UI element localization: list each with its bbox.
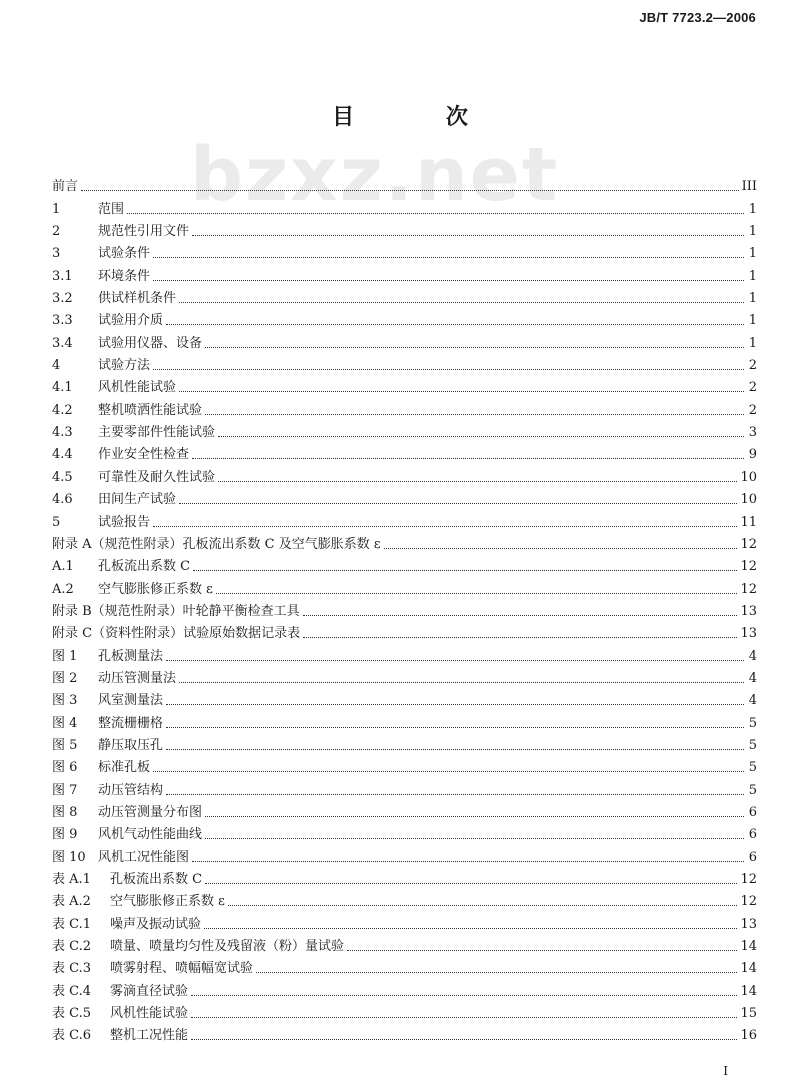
toc-entry-number: 表 C.5	[52, 1006, 92, 1022]
toc-entry-page: 13	[740, 916, 757, 932]
toc-entry-page: 1	[748, 246, 757, 262]
toc-entry	[52, 753, 757, 775]
toc-leader-dots	[191, 1016, 737, 1018]
toc-entry-page: 3	[748, 425, 757, 441]
toc-entry-number: 3.1	[52, 268, 73, 284]
toc-entry-title: 作业安全性检查	[98, 447, 190, 463]
toc-entry-title: 空气膨胀修正系数 ε	[110, 894, 225, 910]
toc-entry	[52, 999, 757, 1021]
toc-entry-number: A.2	[52, 581, 74, 597]
toc-entry-number: 表 C.3	[52, 961, 92, 977]
toc-leader-dots	[192, 860, 744, 862]
toc-entry-page: 11	[740, 514, 757, 530]
toc-entry-page: 2	[748, 358, 757, 374]
toc-entry	[52, 395, 757, 417]
toc-entry-number: 2	[52, 224, 61, 240]
toc-entry-number: 图 8	[52, 804, 78, 820]
toc-leader-dots	[193, 569, 737, 571]
toc-leader-dots	[81, 189, 739, 191]
toc-entry-number: 表 C.4	[52, 983, 92, 999]
toc-entry-number: 表 A.2	[52, 894, 91, 910]
toc-leader-dots	[192, 457, 744, 459]
toc-leader-dots	[192, 234, 744, 236]
toc-entry-number: 4.5	[52, 469, 73, 485]
toc-leader-dots	[166, 748, 744, 750]
toc-entry-page: 13	[740, 626, 757, 642]
toc-leader-dots	[191, 1038, 737, 1040]
toc-entry-title: 试验条件	[98, 246, 151, 262]
toc-entry-number: 4.6	[52, 492, 73, 508]
toc-entry	[52, 194, 757, 216]
toc-entry	[52, 887, 757, 909]
toc-entry-page: 13	[740, 603, 757, 619]
toc-entry-page: 6	[748, 804, 757, 820]
toc-entry-page: 1	[748, 335, 757, 351]
toc-entry	[52, 664, 757, 686]
toc-entry	[52, 462, 757, 484]
toc-entry-title: 附录 C（资料性附录）试验原始数据记录表	[52, 626, 301, 642]
toc-entry-page: 1	[748, 291, 757, 307]
toc-entry-title: 前言	[52, 179, 79, 195]
toc-entry	[52, 172, 757, 194]
toc-entry	[52, 641, 757, 663]
toc-entry-title: 动压管结构	[98, 782, 164, 798]
toc-leader-dots	[218, 435, 744, 437]
toc-leader-dots	[347, 949, 737, 951]
toc-entry-number: 图 4	[52, 715, 78, 731]
toc-entry	[52, 351, 757, 373]
toc-leader-dots	[153, 279, 744, 281]
toc-entry	[52, 574, 757, 596]
toc-leader-dots	[205, 837, 744, 839]
toc-entry	[52, 552, 757, 574]
toc-entry-page: 5	[748, 737, 757, 753]
toc-entry-number: 图 10	[52, 849, 86, 865]
toc-entry-title: 供试样机条件	[98, 291, 177, 307]
toc-entry	[52, 820, 757, 842]
toc-entry-number: 图 2	[52, 670, 78, 686]
toc-entry-title: 可靠性及耐久性试验	[98, 469, 216, 485]
toc-leader-dots	[205, 413, 744, 415]
toc-entry-title: 整机工况性能	[110, 1028, 189, 1044]
toc-entry-page: 14	[740, 961, 757, 977]
toc-leader-dots	[216, 592, 738, 594]
toc-entry-page: 4	[748, 670, 757, 686]
toc-entry-title: 风机性能试验	[98, 380, 177, 396]
toc-entry-title: 试验用介质	[98, 313, 164, 329]
toc-entry-page: 12	[740, 536, 757, 552]
page-title: 目 次	[332, 105, 510, 130]
toc-entry-page: 5	[748, 760, 757, 776]
toc-leader-dots	[384, 547, 738, 549]
toc-entry-number: 3	[52, 246, 61, 262]
toc-entry-number: 3.2	[52, 291, 73, 307]
toc-entry-number: 表 C.6	[52, 1028, 92, 1044]
table-of-contents	[52, 172, 757, 1043]
toc-entry-page: 1	[748, 224, 757, 240]
toc-leader-dots	[218, 480, 737, 482]
toc-leader-dots	[166, 726, 744, 728]
toc-leader-dots	[205, 882, 737, 884]
toc-entry-number: 4.1	[52, 380, 73, 396]
toc-entry-number: 图 7	[52, 782, 78, 798]
toc-entry	[52, 708, 757, 730]
toc-entry-number: 表 C.1	[52, 916, 92, 932]
toc-entry-number: 表 C.2	[52, 939, 92, 955]
toc-leader-dots	[153, 525, 737, 527]
toc-entry-page: 4	[748, 648, 757, 664]
toc-entry-page: 9	[748, 447, 757, 463]
toc-leader-dots	[191, 994, 737, 996]
watermark: bzxz.net	[190, 132, 560, 218]
toc-entry-page: 1	[748, 268, 757, 284]
toc-entry-title: 空气膨胀修正系数 ε	[98, 581, 213, 597]
toc-entry-title: 试验报告	[98, 514, 151, 530]
toc-leader-dots	[204, 927, 737, 929]
toc-entry-number: 4	[52, 358, 61, 374]
toc-leader-dots	[179, 502, 737, 504]
toc-leader-dots	[166, 703, 744, 705]
toc-entry-title: 孔板流出系数 C	[110, 872, 203, 887]
toc-leader-dots	[256, 971, 737, 973]
toc-entry	[52, 485, 757, 507]
toc-entry-title: 试验方法	[98, 358, 151, 374]
toc-entry-number: 图 6	[52, 760, 78, 776]
toc-entry-number: 3.3	[52, 313, 73, 329]
toc-entry-title: 动压管测量分布图	[98, 804, 203, 820]
toc-entry-title: 孔板流出系数 C	[98, 559, 191, 575]
toc-entry-title: 试验用仪器、设备	[98, 335, 203, 351]
toc-entry	[52, 932, 757, 954]
toc-leader-dots	[205, 346, 744, 348]
toc-entry	[52, 976, 757, 998]
toc-leader-dots	[179, 301, 744, 303]
toc-entry-page: 6	[748, 849, 757, 865]
toc-entry-title: 风室测量法	[98, 693, 164, 709]
toc-entry-page: 2	[748, 402, 757, 418]
toc-entry-title: 喷量、喷量均匀性及残留液（粉）量试验	[110, 939, 345, 955]
toc-entry-page: 14	[740, 983, 757, 999]
toc-entry-page: 15	[740, 1006, 757, 1022]
toc-entry-title: 噪声及振动试验	[110, 916, 202, 932]
toc-entry-title: 附录 B（规范性附录）叶轮静平衡检查工具	[52, 603, 300, 619]
toc-entry	[52, 597, 757, 619]
toc-entry-page: 14	[740, 939, 757, 955]
toc-leader-dots	[153, 368, 744, 370]
toc-leader-dots	[153, 770, 744, 772]
toc-entry	[52, 530, 757, 552]
toc-leader-dots	[166, 793, 744, 795]
toc-entry-title: 整流栅栅格	[98, 715, 164, 731]
toc-entry-number: 图 5	[52, 737, 78, 753]
toc-entry-title: 风机气动性能曲线	[98, 827, 203, 843]
toc-entry	[52, 686, 757, 708]
toc-leader-dots	[179, 681, 744, 683]
toc-entry-page: 10	[740, 492, 757, 508]
toc-entry-title: 孔板测量法	[98, 648, 164, 664]
toc-entry-title: 整机喷洒性能试验	[98, 402, 203, 418]
toc-entry-page: 6	[748, 827, 757, 843]
toc-entry	[52, 842, 757, 864]
page-number: I	[723, 1064, 728, 1078]
toc-entry-number: 3.4	[52, 335, 73, 351]
toc-entry-number: 4.2	[52, 402, 73, 418]
toc-entry	[52, 261, 757, 283]
toc-entry-title: 标准孔板	[98, 760, 151, 776]
toc-entry-page: 12	[740, 581, 757, 597]
toc-entry	[52, 775, 757, 797]
toc-entry-title: 规范性引用文件	[98, 224, 190, 240]
toc-entry-number: 1	[52, 201, 61, 217]
toc-entry-title: 主要零部件性能试验	[98, 425, 216, 441]
toc-entry-title: 田间生产试验	[98, 492, 177, 508]
toc-entry-page: III	[741, 179, 757, 195]
toc-entry	[52, 619, 757, 641]
toc-entry-page: 4	[748, 693, 757, 709]
toc-entry-title: 雾滴直径试验	[110, 983, 189, 999]
toc-entry	[52, 507, 757, 529]
toc-entry-title: 风机工况性能图	[98, 849, 190, 865]
toc-entry-number: 4.3	[52, 425, 73, 441]
toc-entry-number: 表 A.1	[52, 872, 91, 887]
toc-entry-title: 动压管测量法	[98, 670, 177, 686]
toc-entry-page: 1	[748, 313, 757, 329]
toc-entry-title: 风机性能试验	[110, 1006, 189, 1022]
toc-entry-number: 图 1	[52, 648, 78, 664]
toc-entry-page: 5	[748, 782, 757, 798]
toc-entry-page: 12	[740, 872, 757, 887]
toc-entry	[52, 239, 757, 261]
toc-entry	[52, 217, 757, 239]
document-code: JB/T 7723.2—2006	[639, 10, 756, 25]
toc-leader-dots	[166, 659, 744, 661]
toc-leader-dots	[205, 815, 744, 817]
toc-entry	[52, 909, 757, 931]
toc-leader-dots	[303, 614, 738, 616]
toc-entry-number: 5	[52, 514, 61, 530]
toc-entry	[52, 1021, 757, 1043]
toc-entry	[52, 328, 757, 350]
toc-entry	[52, 373, 757, 395]
toc-entry	[52, 284, 757, 306]
toc-entry-title: 环境条件	[98, 268, 151, 284]
toc-entry-number: 图 9	[52, 827, 78, 843]
toc-entry-page: 12	[740, 559, 757, 575]
toc-leader-dots	[228, 904, 738, 906]
toc-entry-page: 1	[748, 201, 757, 217]
toc-entry	[52, 306, 757, 328]
toc-leader-dots	[127, 212, 744, 214]
toc-entry-title: 附录 A（规范性附录）孔板流出系数 C 及空气膨胀系数 ε	[52, 536, 381, 552]
toc-entry	[52, 418, 757, 440]
toc-leader-dots	[153, 256, 744, 258]
toc-entry-title: 静压取压孔	[98, 737, 164, 753]
toc-leader-dots	[179, 390, 744, 392]
toc-entry-number: 4.4	[52, 447, 73, 463]
toc-entry	[52, 440, 757, 462]
toc-entry-page: 12	[740, 894, 757, 910]
toc-entry	[52, 731, 757, 753]
toc-entry-page: 2	[748, 380, 757, 396]
toc-leader-dots	[166, 323, 744, 325]
toc-entry-title: 喷雾射程、喷幅幅宽试验	[110, 961, 254, 977]
toc-entry	[52, 954, 757, 976]
toc-entry-page: 10	[740, 469, 757, 485]
toc-leader-dots	[303, 636, 737, 638]
toc-entry	[52, 798, 757, 820]
toc-entry-number: A.1	[52, 559, 74, 575]
toc-entry-page: 16	[740, 1028, 757, 1044]
toc-entry-title: 范围	[98, 201, 125, 217]
toc-entry	[52, 865, 757, 887]
toc-entry-number: 图 3	[52, 693, 78, 709]
toc-entry-page: 5	[748, 715, 757, 731]
